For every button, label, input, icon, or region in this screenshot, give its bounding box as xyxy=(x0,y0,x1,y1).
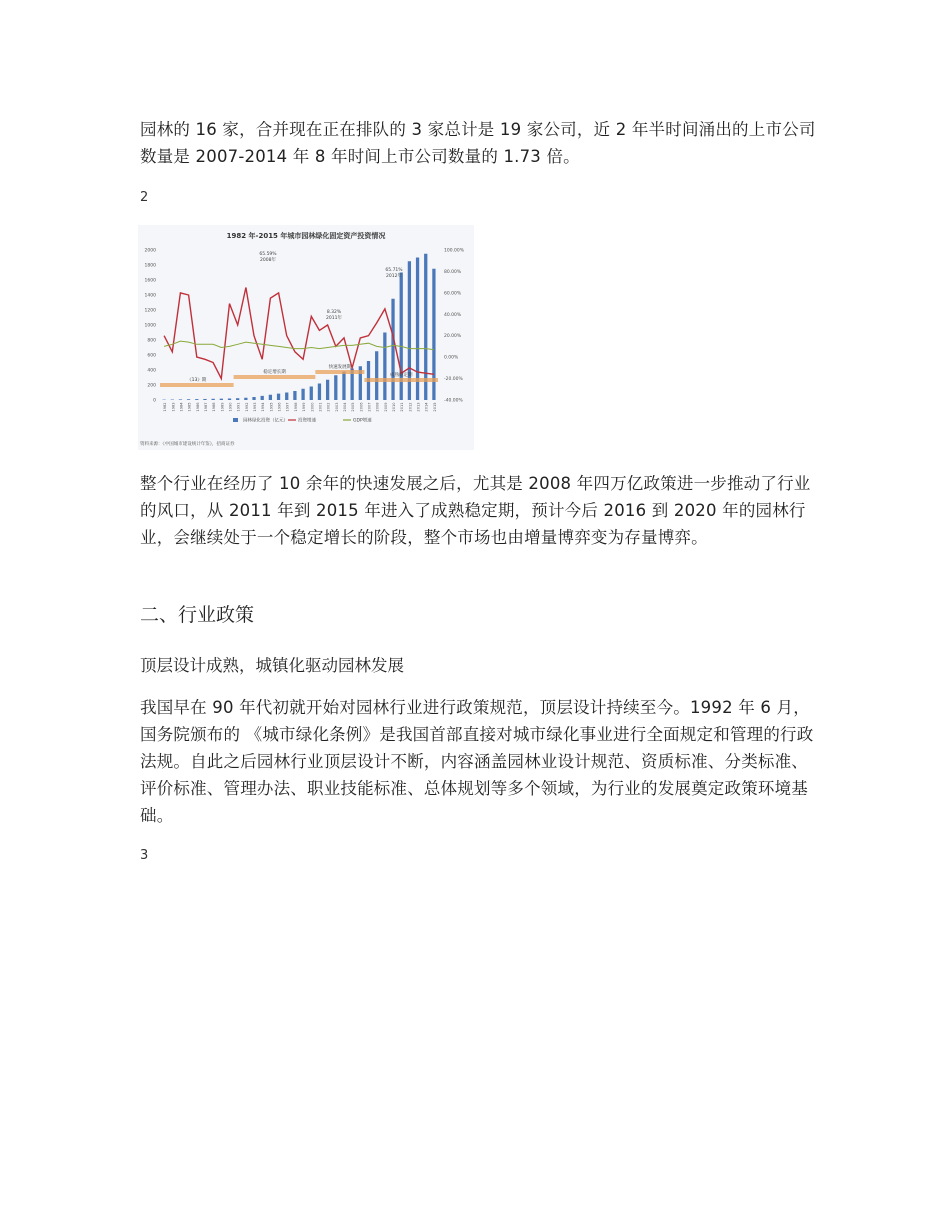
left-tick-label: 2000 xyxy=(144,248,156,254)
x-tick-label: 1997 xyxy=(285,402,290,412)
legend-label: 投资增速 xyxy=(298,418,316,424)
investment-bar xyxy=(301,389,304,400)
page-number-3: 3 xyxy=(140,848,149,863)
legend-swatch xyxy=(233,418,238,422)
x-tick-label: 2003 xyxy=(334,402,339,412)
investment-bar xyxy=(269,395,272,400)
x-tick-label: 2015 xyxy=(432,402,437,412)
x-tick-label: 2012 xyxy=(408,402,413,412)
section-subheading: 顶层设计成熟，城镇化驱动园林发展 xyxy=(140,656,404,675)
left-tick-label: 1800 xyxy=(144,263,156,269)
x-tick-label: 2008 xyxy=(375,402,380,412)
investment-bar xyxy=(285,393,288,401)
x-tick-label: 1990 xyxy=(228,402,233,412)
investment-chart xyxy=(138,225,474,450)
investment-bar xyxy=(318,384,321,401)
investment-bar xyxy=(228,399,231,401)
phase-arrow xyxy=(364,378,438,382)
left-tick-label: 200 xyxy=(147,383,156,389)
chart-svg xyxy=(138,225,474,450)
right-tick-label: -40.00% xyxy=(444,398,463,404)
x-tick-label: 1983 xyxy=(171,402,176,412)
x-tick-label: 2000 xyxy=(310,402,315,412)
x-tick-label: 1991 xyxy=(236,402,241,412)
right-tick-label: 40.00% xyxy=(444,312,462,318)
chart-annotation: 65.71% xyxy=(385,268,403,273)
left-tick-label: 1000 xyxy=(144,323,156,329)
phase-label: 稳定增长期 xyxy=(263,370,286,375)
x-tick-label: 2013 xyxy=(416,402,421,412)
phase-label: 《13》期 xyxy=(187,378,207,383)
investment-bar xyxy=(342,372,345,401)
investment-bar xyxy=(310,387,313,401)
section-heading: 二、行业政策 xyxy=(140,604,255,626)
x-tick-label: 2002 xyxy=(326,402,331,412)
x-tick-label: 1986 xyxy=(195,402,200,412)
phase-arrow xyxy=(160,383,234,387)
legend-label: 园林绿化投资（亿元） xyxy=(243,418,288,424)
right-tick-label: 100.00% xyxy=(444,248,465,254)
chart-annotation: 2011年 xyxy=(326,316,342,321)
left-tick-label: 800 xyxy=(147,338,156,344)
investment-bar xyxy=(236,398,239,400)
investment-bar xyxy=(179,399,182,400)
x-tick-label: 1993 xyxy=(253,402,258,412)
investment-bar xyxy=(187,399,190,400)
phase-arrow xyxy=(315,370,364,374)
chart-annotation: 65.59% xyxy=(259,252,277,257)
x-tick-label: 2001 xyxy=(318,402,323,412)
right-tick-label: 60.00% xyxy=(444,291,462,297)
investment-bar xyxy=(212,399,215,400)
left-tick-label: 1200 xyxy=(144,308,156,314)
phase-label: 快速发展期 xyxy=(328,365,352,370)
x-tick-label: 1998 xyxy=(293,402,298,412)
x-tick-label: 1999 xyxy=(302,402,307,412)
legend-label: GDP增速 xyxy=(353,418,372,424)
phase-label: 成熟稳定期 xyxy=(389,373,413,378)
investment-bar xyxy=(220,399,223,400)
paragraph-listed-companies: 园林的 16 家，合并现在正在排队的 3 家总计是 19 家公司，近 2 年半时间涌出的上市公司数量是 2007-2014 年 8 年时间上市公司数量的 1.73 倍。 xyxy=(140,120,816,166)
right-tick-label: 20.00% xyxy=(444,334,462,340)
chart-annotation: 2012年 xyxy=(386,274,402,279)
paragraph-industry-development: 整个行业在经历了 10 余年的快速发展之后，尤其是 2008 年四万亿政策进一步推动了行业的风口，从 2011 年到 2015 年进入了成熟稳定期，预计今后 2016 到 2020 年的园林行业，会继续处于一个稳定增长的阶段，整个市场也由增量博弈变为存量博弈。 xyxy=(140,474,811,547)
investment-bar xyxy=(293,391,296,400)
investment-bar xyxy=(203,399,206,400)
x-tick-label: 2004 xyxy=(342,402,347,412)
right-tick-label: -20.00% xyxy=(444,377,463,383)
investment-bar xyxy=(391,299,394,400)
x-tick-label: 2009 xyxy=(383,402,388,412)
left-tick-label: 0 xyxy=(153,398,156,404)
x-tick-label: 1995 xyxy=(269,402,274,412)
x-tick-label: 1996 xyxy=(277,402,282,412)
x-tick-label: 2014 xyxy=(424,402,429,412)
x-tick-label: 2007 xyxy=(367,402,372,412)
investment-bar xyxy=(383,333,386,401)
left-tick-label: 400 xyxy=(147,368,156,374)
chart-annotation: 2008年 xyxy=(260,258,276,263)
x-tick-label: 1985 xyxy=(187,402,192,412)
investment-bar xyxy=(244,398,247,400)
x-tick-label: 2011 xyxy=(400,402,405,412)
x-tick-label: 1982 xyxy=(163,402,168,412)
investment-bar xyxy=(326,380,329,400)
chart-source: 资料来源：《中国城市建设统计年鉴》，招商证券 xyxy=(140,442,235,447)
right-tick-label: 0.00% xyxy=(444,355,459,361)
x-tick-label: 2006 xyxy=(359,402,364,412)
investment-bar xyxy=(375,351,378,400)
x-tick-label: 1988 xyxy=(212,402,217,412)
investment-bar xyxy=(277,394,280,400)
page-number-2: 2 xyxy=(140,190,149,205)
investment-bar xyxy=(252,397,255,400)
chart-background xyxy=(138,225,474,450)
x-tick-label: 1992 xyxy=(244,402,249,412)
chart-title: 1982 年-2015 年城市园林绿化固定资产投资情况 xyxy=(226,232,386,240)
chart-annotation: 8.32% xyxy=(326,310,342,315)
phase-arrow xyxy=(234,375,316,379)
x-tick-label: 1984 xyxy=(179,402,184,412)
x-tick-label: 1994 xyxy=(261,402,266,412)
investment-bar xyxy=(195,399,198,400)
left-tick-label: 1400 xyxy=(144,293,156,299)
x-tick-label: 2005 xyxy=(351,402,356,412)
x-tick-label: 1987 xyxy=(203,402,208,412)
x-tick-label: 2010 xyxy=(392,402,397,412)
investment-bar xyxy=(261,396,264,400)
right-tick-label: 80.00% xyxy=(444,269,462,275)
left-tick-label: 600 xyxy=(147,353,156,359)
left-tick-label: 1600 xyxy=(144,278,156,284)
x-tick-label: 1989 xyxy=(220,402,225,412)
investment-bar xyxy=(334,375,337,400)
paragraph-policy: 我国早在 90 年代初就开始对园林行业进行政策规范，顶层设计持续至今。1992 年 6 月，国务院颁布的 《城市绿化条例》是我国首部直接对城市绿化事业进行全面规定和管理的行政法规。自此之后园林行业顶层设计不断，内容涵盖园林业设计规范、资质标准、分类标准、评价标准、管理办法、职业技能标准、总体规划等多个领域，为行业的发展奠定政策环境基础。 xyxy=(140,698,814,825)
